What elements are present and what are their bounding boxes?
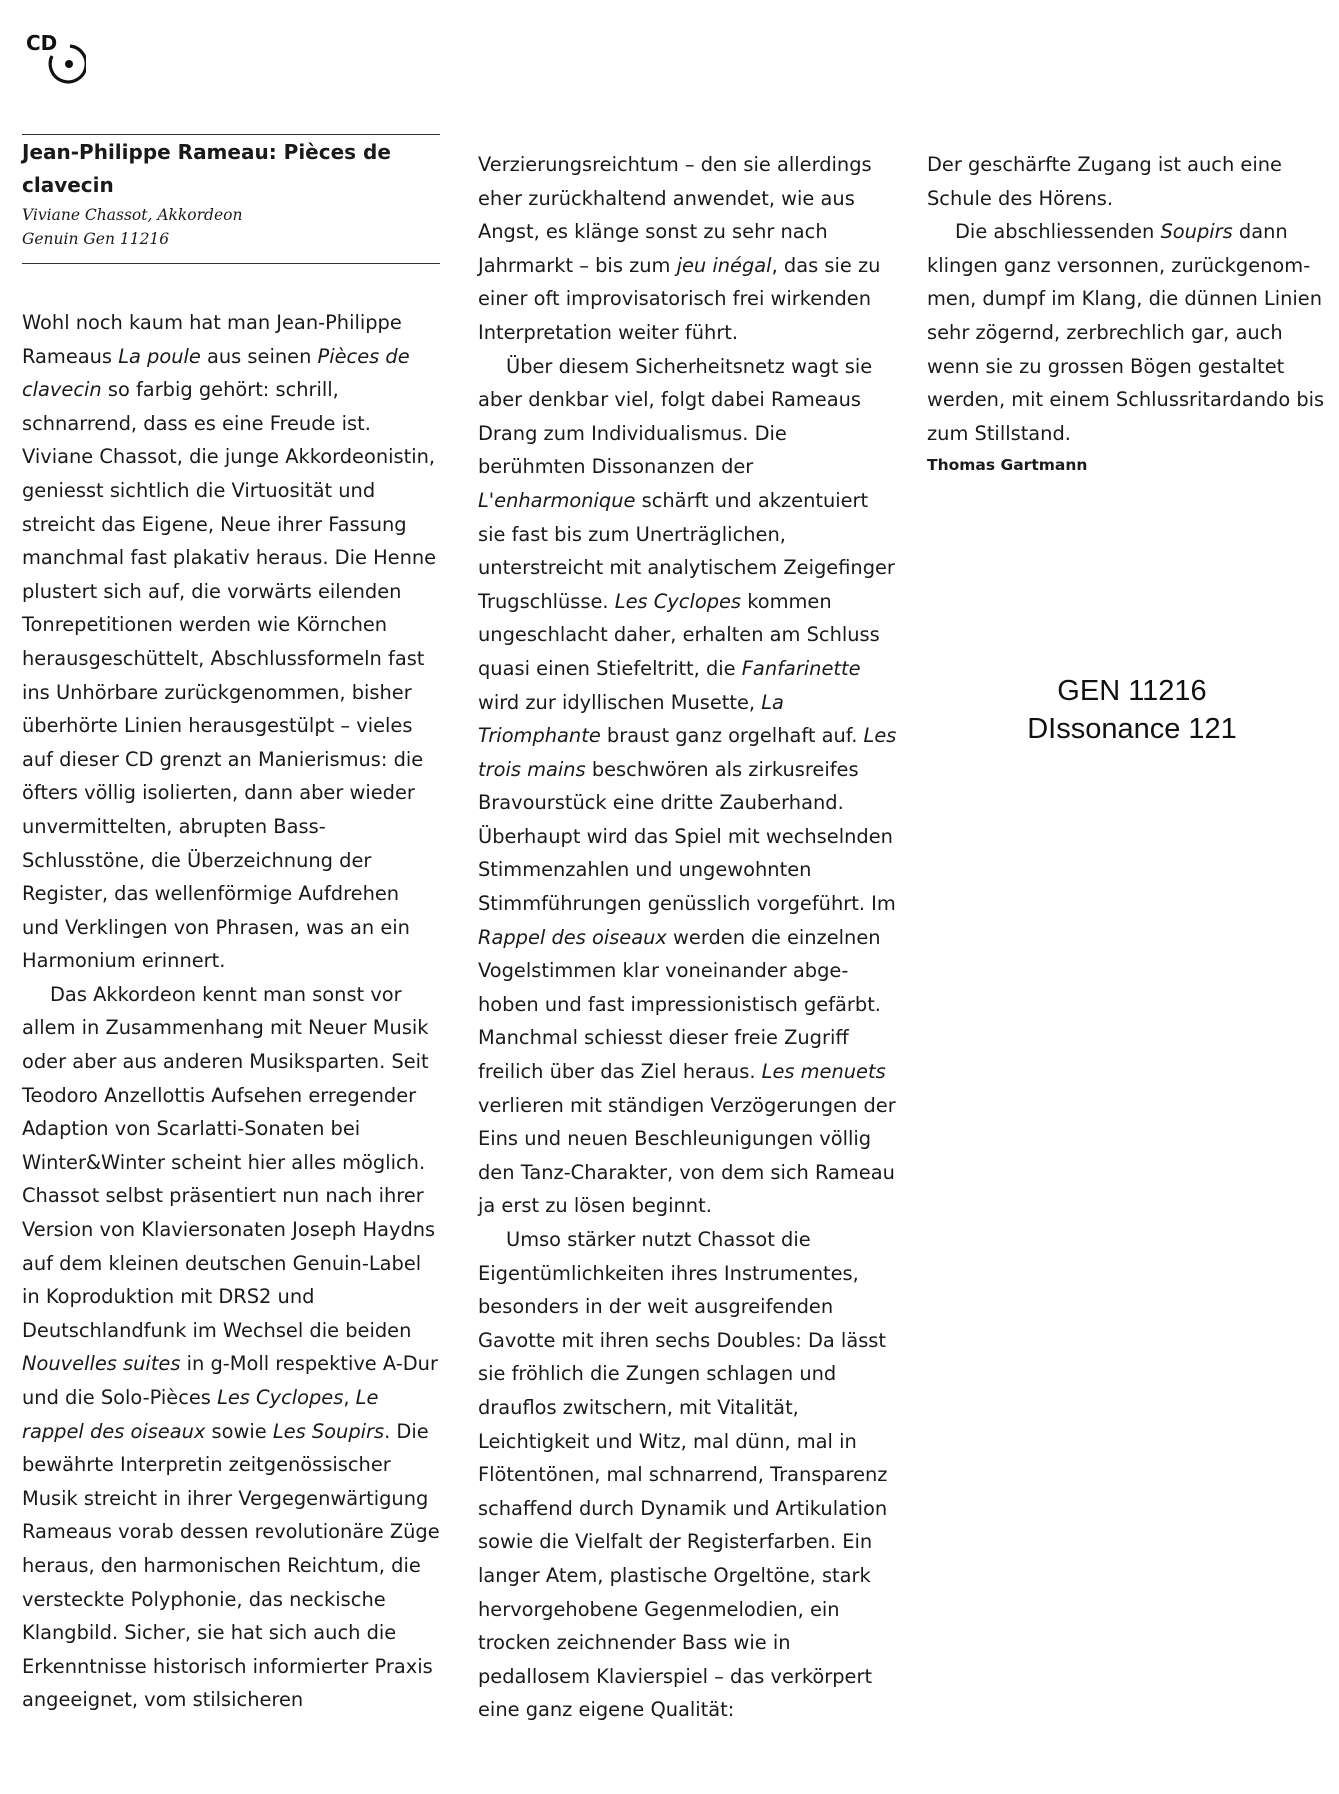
cd-logo — [26, 30, 86, 86]
catalog-note — [927, 672, 1337, 748]
paragraph: Der geschärfte Zugang ist auch eine Schule des Hörens. — [927, 153, 1282, 210]
article-column-3 — [927, 148, 1337, 480]
paragraph: Verzierungsreichtum – den sie allerdings eher zurückhaltend anwendet, wie aus Angst, es klänge sonst zu sehr nach Jahrmarkt – bis zum jeu inégal, das sie zu einer oft improvisatorisch frei wirkenden Interpretation weiter führt. — [478, 153, 881, 344]
catalog-number: GEN 11216 — [1057, 675, 1207, 707]
review-title: Jean-Philippe Rameau: Pièces de clavecin — [22, 140, 391, 197]
author-name: Thomas Gartmann — [927, 456, 1088, 475]
review-performer: Viviane Chassot, Akkordeon — [22, 206, 243, 224]
paragraph: Wohl noch kaum hat man Jean-Philippe Rameaus La poule aus seinen Pièces de clavecin so farbig gehört: schrill, schnarrend, dass es eine Freude ist. Viviane Chassot, die junge Akkordeonistin, geniesst sichtlich die Virtuosität und streicht das Eigene, Neue ihrer Fassung manchmal fast plakativ heraus. Die Henne plustert sich auf, die vorwärts eilenden Tonrepetitionen werden wie Körnchen herausgeschüttelt, Abschlussformeln fast ins Unhörbare zurückgenommen, bisher überhörte Linien herausgestülpt – vieles auf dieser CD grenzt an Manierismus: die öfters völlig isolierten, dann aber wieder unvermittelten, abrupten Bass-Schlusstöne, die Überzeichnung der Register, das wellenförmige Aufdrehen und Verklingen von Phrasen, was an ein Harmonium erinnert. — [22, 311, 437, 973]
paragraph: Umso stärker nutzt Chassot die Eigentümlichkeiten ihres Instrumentes, besonders in der weit ausgreifenden Gavotte mit ihren sechs Doubles: Da lässt sie fröhlich die Zungen schlagen und drauflos zwitschern, mit Vitalität, Leichtigkeit und Witz, mal dünn, mal in Flötentönen, mal schnarrend, Transparenz schaffend durch Dynamik und Artikulation sowie die Vielfalt der Registerfarben. Ein langer Atem, plastische Orgeltöne, stark hervorgehobene Gegenmelodien, ein trocken zeichnender Bass wie in pedallosem Klavierspiel – das verkörpert eine ganz eigene Qualität: — [478, 1228, 888, 1722]
header-rule-bottom — [22, 263, 440, 264]
paragraph: Über diesem Sicherheitsnetz wagt sie aber denkbar viel, folgt dabei Rameaus Drang zum Individualismus. Die berühmten Dissonanzen der L'enharmonique schärft und akzentuiert sie fast bis zum Unerträglichen, unterstreicht mit analytischem Zeigefinger Trugschlüsse. Les Cyclopes kommen ungeschlacht daher, erhalten am Schluss quasi einen Stiefeltritt, die Fanfarinette wird zur idyllischen Musette, La Triomphante braust ganz orgelhaft auf. Les trois mains beschwören als zirkusreifes Bravourstück eine dritte Zauberhand. Überhaupt wird das Spiel mit wechselnden Stimmenzahlen und ungewohnten Stimmführungen genüsslich vorgeführt. Im Rappel des oiseaux werden die einzelnen Vogelstimmen klar voneinander abgehoben und fast impressionistisch gefärbt. Manchmal schiesst dieser freie Zugriff freilich über das Ziel heraus. Les menuets verlieren mit ständigen Verzögerungen der Eins und neuen Beschleunigungen völlig den Tanz-Charakter, von dem sich Rameau ja erst zu lösen beginnt. — [478, 354, 897, 1218]
catalog-dissonance: DIssonance 121 — [1027, 713, 1237, 745]
cd-disc-icon — [26, 30, 86, 86]
paragraph: Das Akkordeon kennt man sonst vor allem in Zusammenhang mit Neuer Musik oder aber aus anderen Musiksparten. Seit Teodoro Anzellottis Aufsehen erregender Adaption von Scarlatti-Sonaten bei Winter&Winter scheint hier alles möglich. Chassot selbst präsentiert nun nach ihrer Version von Klaviersonaten Joseph Haydns auf dem kleinen deutschen Genuin-Label in Koproduktion mit DRS2 und Deutschlandfunk im Wechsel die beiden Nouvelles suites in g-Moll respektive A-Dur und die Solo-Pièces Les Cyclopes, Le rappel des oiseaux sowie Les Soupirs. Die bewährte Interpretin zeitgenössischer Musik streicht in ihrer Vergegenwärtigung Rameaus vorab dessen revolutionäre Züge heraus, den harmonischen Reichtum, die versteckte Polyphonie, das neckische Klangbild. Sicher, sie hat sich auch die Erkenntnisse historisch informierter Praxis angeeignet, vom stilsicheren — [22, 982, 440, 1712]
article-column-1 — [22, 306, 440, 1717]
cd-logo-text: CD — [26, 31, 58, 55]
paragraph: Die abschliessenden Soupirs dann klingen ganz versonnen, zurückgenommen, dumpf im Klang, die dünnen Linien sehr zögernd, zerbrechlich gar, auch wenn sie zu grossen Bögen gestaltet werden, mit einem Schlussritardando bis zum Stillstand. — [927, 220, 1325, 445]
header-rule-top — [22, 134, 440, 135]
review-label-catalog: Genuin Gen 11216 — [22, 230, 170, 248]
article-column-2 — [478, 148, 898, 1727]
